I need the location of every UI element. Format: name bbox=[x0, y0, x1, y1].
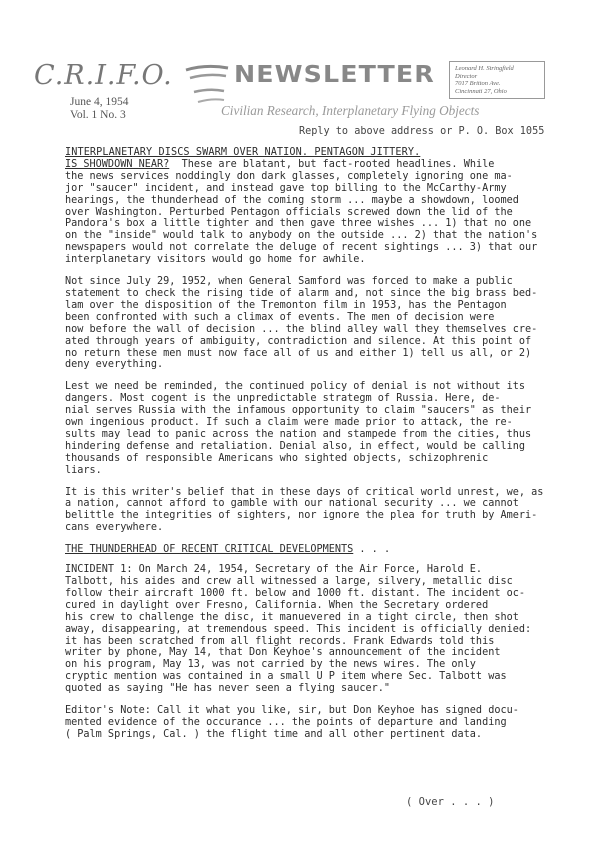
crifo-logo: C.R.I.F.O. bbox=[34, 60, 173, 91]
text-line: it has been scratched from all flight records. Frank Edwards told this bbox=[65, 635, 495, 647]
text-line: It is this writer's belief that in these days of critical world unrest, we, as bbox=[65, 486, 544, 498]
text-line: nial serves Russia with the infamous opportunity to claim "saucers" as their bbox=[65, 405, 532, 417]
text-line: his crew to challenge the disc, it manuevered in a tight circle, then shot bbox=[65, 611, 519, 623]
incident-paragraph bbox=[65, 564, 545, 695]
section-heading-ellipsis: . . . bbox=[353, 544, 391, 556]
text-line: lam over the disposition of the Tremonton film in 1953, has the Pentagon bbox=[65, 299, 507, 311]
editor-note bbox=[65, 705, 545, 741]
text-line: Lest we need be reminded, the continued policy of denial is not without its bbox=[65, 381, 526, 393]
address-line: Director bbox=[455, 72, 478, 80]
text-line: hindering defense and retaliation. Denial also, in effect, would be calling bbox=[65, 440, 526, 452]
section-heading bbox=[65, 544, 545, 556]
text-line: cured in daylight over Fresno, California. When the Secretary ordered bbox=[65, 599, 489, 611]
text-line: over Washington. Perturbed Pentagon officials screwed down the lid of the bbox=[65, 206, 513, 218]
text-line: hearings, the thunderhead of the coming storm ... maybe a showdown, loomed bbox=[65, 194, 519, 206]
headline-line: INTERPLANETARY DISCS SWARM OVER NATION. PENTAGON JITTERY. bbox=[65, 147, 421, 158]
address-line: Cincinnati 27, Ohio bbox=[455, 87, 507, 95]
text-line: writer by phone, May 14, that Don Keyhoe's announcement of the incident bbox=[65, 647, 501, 659]
address-box bbox=[449, 61, 545, 99]
lead-paragraph bbox=[65, 147, 545, 266]
text-line: ( Palm Springs, Cal. ) the flight time and all other pertinent data. bbox=[65, 728, 483, 740]
text-line: These are blatant, but fact-rooted headlines. While bbox=[181, 158, 495, 170]
text-line: no return these men must now face all of us and either 1) tell us all, or 2) bbox=[65, 347, 532, 359]
issue-volume: Vol. 1 No. 3 bbox=[70, 109, 126, 121]
text-line: dangers. Most cogent is the unpredictable strategm of Russia. Here, de- bbox=[65, 393, 501, 405]
text-line: INCIDENT 1: On March 24, 1954, Secretary of the Air Force, Harold E. bbox=[65, 564, 483, 576]
denial-paragraph bbox=[65, 381, 545, 476]
text-line: been confronted with such a climax of events. The men of decision were bbox=[65, 311, 495, 323]
text-line: thousands of responsible Americans who sighted objects, schizophrenic bbox=[65, 452, 489, 464]
text-line: ated through years of ambiguity, contradiction and silence. At this point of bbox=[65, 335, 532, 347]
text-line: belittle the integrities of sighters, nor ignore the plea for truth by Ameri- bbox=[65, 510, 538, 522]
text-line: Editor's Note: Call it what you like, sir, but Don Keyhoe has signed docu- bbox=[65, 705, 519, 717]
text-line: on the "inside" would talk to anybody on the outside ... 2) that the nation's bbox=[65, 230, 538, 242]
newsletter-title: NEWSLETTER bbox=[234, 62, 435, 88]
text-line: now before the wall of decision ... the blind alley wall they themselves cre- bbox=[65, 323, 538, 335]
text-line: deny everything. bbox=[65, 359, 164, 371]
text-line: a nation, cannot afford to gamble with our national security ... we cannot bbox=[65, 498, 519, 510]
issue-date: June 4, 1954 bbox=[70, 96, 129, 108]
address-line: Leonard H. Stringfield bbox=[455, 65, 514, 72]
dateline bbox=[70, 96, 128, 122]
text-line: liars. bbox=[65, 464, 102, 476]
tagline: Civilian Research, Interplanetary Flying Objects bbox=[221, 103, 480, 118]
text-line: jor "saucer" incident, and instead gave top billing to the McCarthy-Army bbox=[65, 182, 507, 194]
text-line: quoted as saying "He has never seen a flying saucer." bbox=[65, 683, 391, 695]
text-line: Pandora's box a little tighter and then gave three wishes ... 1) that no one bbox=[65, 218, 532, 230]
text-line: cryptic mention was contained in a small U P item where Sec. Talbott was bbox=[65, 671, 507, 683]
text-line: cans everywhere. bbox=[65, 522, 164, 534]
text-line: own ingenious product. If such a claim were made prior to attack, the re- bbox=[65, 417, 513, 429]
headline-line: IS SHOWDOWN NEAR? bbox=[65, 158, 170, 170]
article-body bbox=[65, 147, 545, 751]
address-line: 7017 Britton Ave. bbox=[455, 80, 501, 88]
text-line: Talbott, his aides and crew all witnessed a large, silvery, metallic disc bbox=[65, 576, 513, 587]
text-line: away, disappearing, at tremendous speed. This incident is officially denied: bbox=[65, 623, 532, 635]
text-line: statement to check the rising tide of alarm and, not since the big brass bed- bbox=[65, 287, 538, 299]
text-line: interplanetary visitors would go home for awhile. bbox=[65, 254, 366, 266]
belief-paragraph bbox=[65, 487, 545, 535]
text-line: on his program, May 13, was not carried by the news wires. The only bbox=[65, 659, 476, 671]
reply-line: Reply to above address or P. O. Box 1055 bbox=[299, 126, 545, 137]
text-line: sults may lead to panic across the nation and stampede from the cities, thus bbox=[65, 428, 532, 440]
samford-paragraph bbox=[65, 276, 545, 371]
text-line: newspapers would not correlate the deluge of recent sightings ... 3) that our bbox=[65, 242, 538, 254]
masthead bbox=[0, 0, 595, 125]
text-line: the news services noddingly don dark glasses, completely ignoring one ma- bbox=[65, 170, 513, 182]
section-heading-text: THE THUNDERHEAD OF RECENT CRITICAL DEVELOPMENTS bbox=[65, 544, 354, 556]
continued-note: ( Over . . . ) bbox=[406, 796, 495, 808]
text-line: Not since July 29, 1952, when General Samford was forced to make a public bbox=[65, 276, 513, 288]
text-line: mented evidence of the occurance ... the points of departure and landing bbox=[65, 716, 507, 728]
text-line: follow their aircraft 1000 ft. below and 1000 ft. distant. The incident oc- bbox=[65, 587, 526, 599]
